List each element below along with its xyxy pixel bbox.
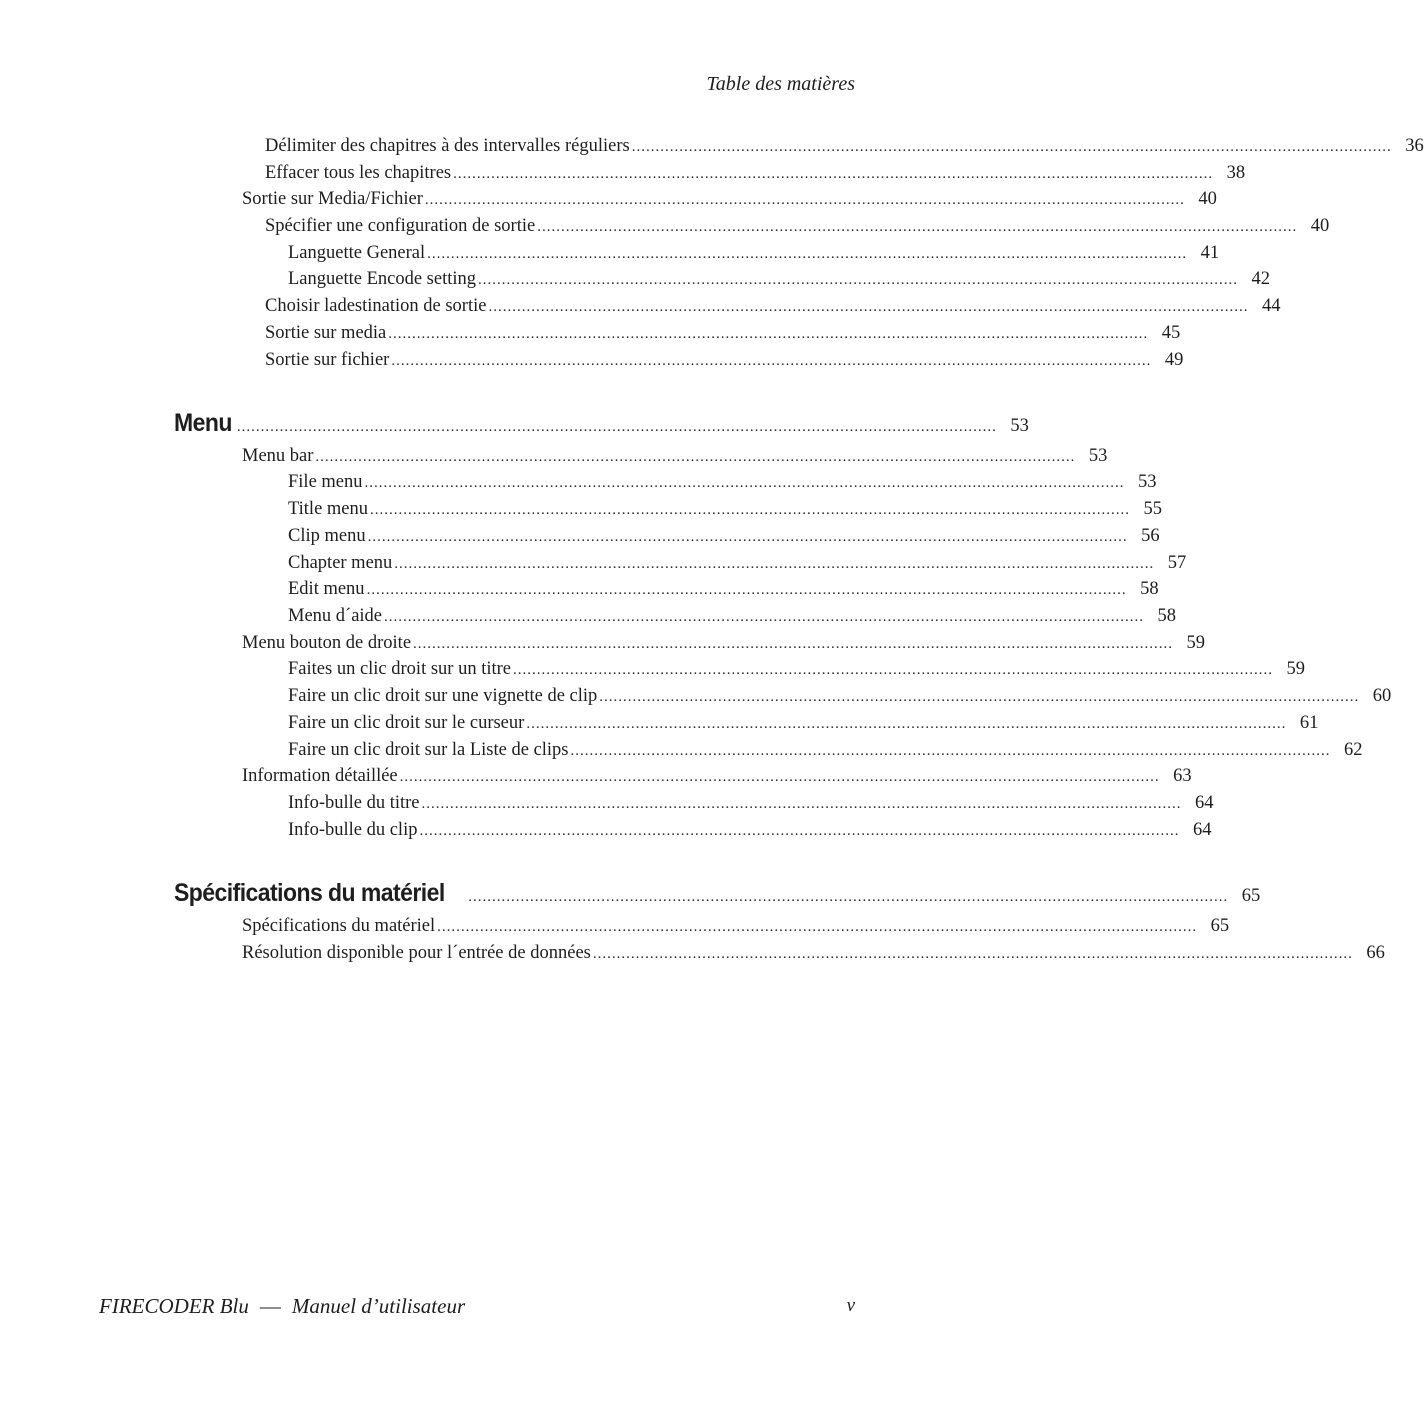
toc-entry-label: Faire un clic droit sur une vignette de clip [288,686,598,706]
toc-dot-leader: ................................................................................................................................................................ [478,272,1239,288]
toc-dot-leader: ................................................................................................................................................................ [399,769,1160,785]
toc-dot-leader: ................................................................................................................................................................ [364,475,1125,491]
toc-page-number: 42 [1251,269,1271,289]
toc-dot-leader: ................................................................................................................................................................ [391,353,1152,369]
toc-page-number: 61 [1299,713,1319,733]
toc-entry[interactable] [265,293,1281,319]
toc-entry[interactable] [288,817,1212,843]
toc-entry-label: Title menu [288,499,369,519]
footer-title [99,1291,465,1321]
toc-entry-label: Sortie sur fichier [265,350,390,370]
toc-dot-leader: ................................................................................................................................................................ [413,636,1174,652]
toc-dot-leader: ................................................................................................................................................................ [366,582,1127,598]
toc-dot-leader: ................................................................................................................................................................ [488,299,1249,315]
toc-entry[interactable] [242,443,1108,469]
toc-entry-label: Info-bulle du titre [288,793,420,813]
toc-dot-leader: ................................................................................................................................................................ [367,529,1128,545]
toc-entry[interactable] [288,790,1214,816]
toc-page-number: 53 [1138,472,1157,492]
toc-page-number: 49 [1164,350,1184,370]
toc-entry-label: Clip menu [288,526,366,546]
toc-page-number: 64 [1192,820,1212,840]
toc-entry[interactable] [288,656,1305,682]
toc-entry-label: Menu d´aide [288,606,383,626]
toc-entry[interactable] [242,763,1192,789]
toc-page-number: 44 [1261,296,1281,316]
toc-entry[interactable] [265,320,1181,346]
toc-dot-leader: ................................................................................................................................................................ [394,556,1155,572]
toc-entry-label: Faire un clic droit sur la Liste de clips [288,740,569,760]
toc-page-number: 63 [1173,766,1192,786]
footer-separator: — [259,1294,281,1318]
toc-page-number: 56 [1141,526,1160,546]
toc-dot-leader: ................................................................................................................................................................ [315,449,1076,465]
toc-entry[interactable] [288,496,1163,522]
toc-page-number: 40 [1310,216,1330,236]
toc-entry-label: Délimiter des chapitres à des intervalles réguliers [265,136,630,156]
toc-dot-leader: ................................................................................................................................................................ [437,919,1198,935]
toc-entry-label: Languette General [288,243,426,263]
footer-product: FIRECODER Blu [99,1294,249,1318]
toc-entry[interactable] [288,469,1157,495]
toc-dot-leader: ................................................................................................................................................................ [370,502,1131,518]
running-head: Table des matières [706,73,855,95]
toc-page-number: 59 [1286,659,1305,679]
toc-chapter-entry[interactable] [174,406,1029,440]
toc-dot-leader: ................................................................................................................................................................ [592,946,1353,962]
toc-entry-label: Choisir ladestination de sortie [265,296,487,316]
toc-dot-leader: ................................................................................................................................................................ [468,889,1229,905]
toc-dot-leader: ................................................................................................................................................................ [599,689,1360,705]
toc-entry-label: Effacer tous les chapitres [265,163,452,183]
toc-entry[interactable] [265,213,1330,239]
toc-entry-label: Sortie sur Media/Fichier [242,189,423,209]
toc-entry-label: Menu bar [242,446,314,466]
toc-entry-label: Sortie sur media [265,323,387,343]
toc-entry-label: Languette Encode setting [288,269,477,289]
toc-entry[interactable] [265,133,1424,159]
toc-dot-leader: ................................................................................................................................................................ [424,192,1185,208]
toc-page-number: 64 [1195,793,1214,813]
toc-page-number: 45 [1161,323,1181,343]
toc-page-number: 40 [1198,189,1217,209]
toc-entry-label: Edit menu [288,579,365,599]
toc-entry[interactable] [288,710,1319,736]
toc-entry[interactable] [288,240,1220,266]
toc-page-number: 65 [1241,886,1261,906]
toc-dot-leader: ................................................................................................................................................................ [537,219,1298,235]
toc-page-number: 58 [1157,606,1177,626]
footer-page-number: v [846,1295,855,1316]
toc-entry[interactable] [242,630,1206,656]
toc-page-number: 65 [1210,916,1230,936]
toc-page-number: 58 [1140,579,1159,599]
toc-entry[interactable] [288,523,1160,549]
toc-entry-label: Spécifications du matériel [174,879,445,907]
toc-page-number: 41 [1200,243,1220,263]
footer-manual: Manuel d’utilisateur [291,1294,466,1318]
toc-entry-label: Menu bouton de droite [242,633,412,653]
toc-entry-label: Spécifications du matériel [242,916,436,936]
toc-page-number: 62 [1344,740,1363,760]
toc-entry-label: Spécifier une configuration de sortie [265,216,536,236]
toc-entry[interactable] [265,160,1246,186]
toc-dot-leader: ................................................................................................................................................................ [384,609,1145,625]
toc-chapter-entry[interactable] [174,876,1261,910]
toc-entry-label: File menu [288,472,363,492]
toc-entry-label: Faire un clic droit sur le curseur [288,713,525,733]
toc-dot-leader: ................................................................................................................................................................ [236,419,997,435]
toc-entry[interactable] [288,603,1177,629]
toc-entry[interactable] [288,737,1363,763]
toc-page-number: 53 [1010,416,1029,436]
toc-entry-label: Menu [174,409,232,437]
toc-dot-leader: ................................................................................................................................................................ [513,662,1273,678]
toc-entry-label: Faites un clic droit sur un titre [288,659,511,679]
toc-entry[interactable] [288,550,1187,576]
toc-entry-label: Information détaillée [242,766,398,786]
toc-entry[interactable] [288,266,1271,292]
toc-dot-leader: ................................................................................................................................................................ [419,823,1180,839]
toc-entry[interactable] [288,576,1159,602]
toc-dot-leader: ................................................................................................................................................................ [388,326,1149,342]
toc-dot-leader: ................................................................................................................................................................ [427,246,1188,262]
toc-page-number: 57 [1167,553,1187,573]
toc-dot-leader: ................................................................................................................................................................ [631,139,1392,155]
toc-page-number: 59 [1186,633,1206,653]
toc-page-number: 36 [1405,136,1424,156]
toc-entry[interactable] [242,186,1217,212]
toc-page-number: 66 [1366,943,1385,963]
toc-entry[interactable] [265,347,1184,373]
toc-page-number: 55 [1143,499,1163,519]
toc-entry-label: Chapter menu [288,553,393,573]
toc-entry[interactable] [242,913,1230,939]
toc-entry-label: Info-bulle du clip [288,820,418,840]
toc-page-number: 60 [1372,686,1392,706]
toc-entry[interactable] [242,940,1385,966]
toc-dot-leader: ................................................................................................................................................................ [570,743,1331,759]
toc-entry[interactable] [288,683,1392,709]
toc-dot-leader: ................................................................................................................................................................ [421,796,1182,812]
toc-dot-leader: ................................................................................................................................................................ [453,166,1214,182]
toc-entry-label: Résolution disponible pour l´entrée de données [242,943,591,963]
toc-page-number: 53 [1088,446,1108,466]
toc-dot-leader: ................................................................................................................................................................ [526,716,1287,732]
toc-page-number: 38 [1226,163,1246,183]
